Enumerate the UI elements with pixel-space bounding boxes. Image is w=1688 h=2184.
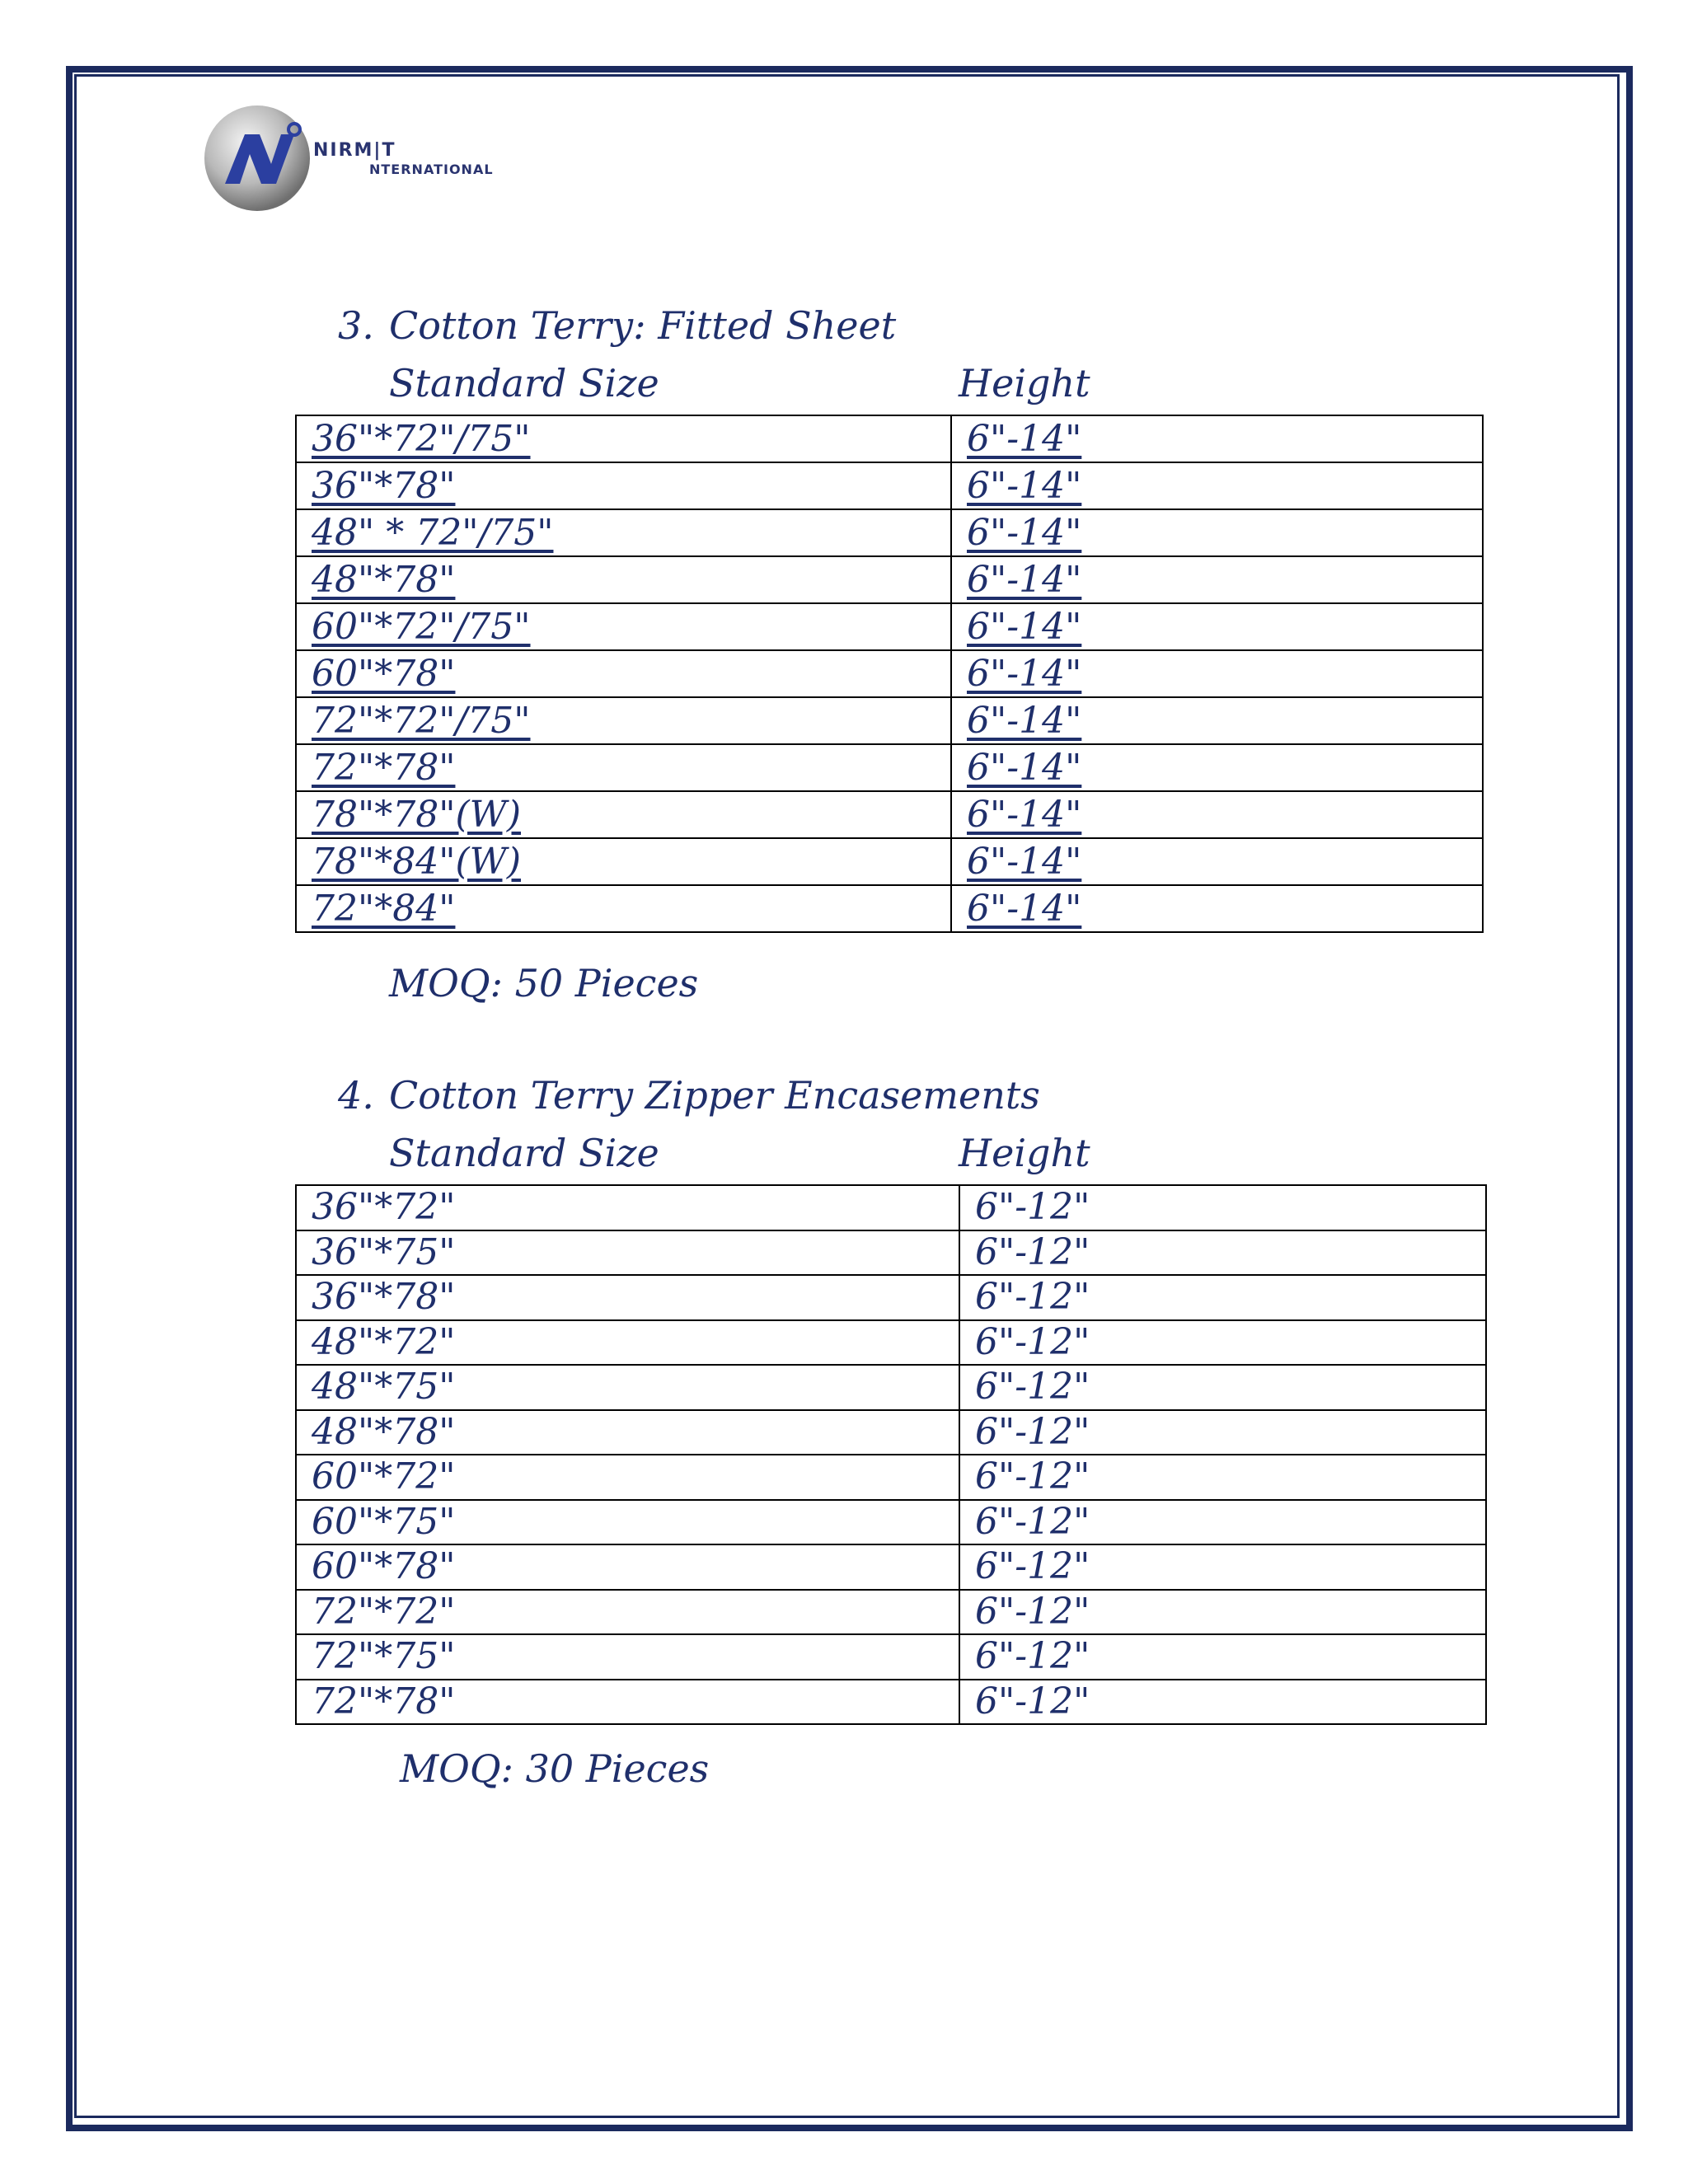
height-cell: 6"-14" <box>951 838 1483 885</box>
height-cell: 6"-14" <box>951 791 1483 838</box>
logo-subtitle: NTERNATIONAL <box>369 162 494 177</box>
table-row <box>296 462 1483 509</box>
size-cell: 36"*72"/75" <box>296 415 951 462</box>
size-cell: 72"*78" <box>296 1680 959 1725</box>
table-row <box>296 697 1483 744</box>
height-cell: 6"-12" <box>959 1500 1486 1545</box>
size-cell: 48"*72" <box>296 1320 959 1366</box>
logo-wordmark <box>313 142 494 176</box>
table-row <box>296 1500 1486 1545</box>
section-4-moq: MOQ: 30 Pieces <box>400 1746 710 1791</box>
size-cell: 60"*78" <box>296 650 951 697</box>
size-cell: 36"*75" <box>296 1230 959 1276</box>
height-cell: 6"-12" <box>959 1634 1486 1680</box>
section-3-col-height-label: Height <box>959 361 1090 405</box>
logo-name: NIRM|T <box>313 140 396 161</box>
section-3-number: 3. <box>338 303 374 348</box>
section-4-col-height-label: Height <box>959 1131 1090 1175</box>
size-cell: 48" * 72"/75" <box>296 509 951 556</box>
size-cell: 60"*72"/75" <box>296 603 951 650</box>
height-cell: 6"-14" <box>951 744 1483 791</box>
section-4-number: 4. <box>338 1073 374 1118</box>
size-cell: 36"*78" <box>296 462 951 509</box>
table-row <box>296 1455 1486 1500</box>
size-cell: 48"*78" <box>296 556 951 603</box>
table-row <box>296 744 1483 791</box>
table-row <box>296 1680 1486 1725</box>
height-cell: 6"-14" <box>951 650 1483 697</box>
section-3-heading <box>338 303 897 348</box>
height-cell: 6"-12" <box>959 1544 1486 1590</box>
table-row <box>296 1230 1486 1276</box>
zipper-encasement-table <box>295 1184 1487 1725</box>
height-cell: 6"-14" <box>951 415 1483 462</box>
size-cell: 72"*75" <box>296 1634 959 1680</box>
height-cell: 6"-12" <box>959 1320 1486 1366</box>
height-cell: 6"-12" <box>959 1275 1486 1320</box>
table-row <box>296 509 1483 556</box>
height-cell: 6"-12" <box>959 1455 1486 1500</box>
height-cell: 6"-14" <box>951 697 1483 744</box>
height-cell: 6"-14" <box>951 603 1483 650</box>
table-row <box>296 1590 1486 1635</box>
table-row <box>296 1365 1486 1410</box>
table-row <box>296 603 1483 650</box>
size-cell: 72"*84" <box>296 885 951 932</box>
table-row <box>296 1634 1486 1680</box>
section-3-col-size-label: Standard Size <box>389 361 659 405</box>
table-row <box>296 1275 1486 1320</box>
section-4-col-size-label: Standard Size <box>389 1131 659 1175</box>
size-cell: 72"*72"/75" <box>296 697 951 744</box>
height-cell: 6"-14" <box>951 509 1483 556</box>
table-row <box>296 1320 1486 1366</box>
height-cell: 6"-12" <box>959 1590 1486 1635</box>
table-row <box>296 650 1483 697</box>
height-cell: 6"-14" <box>951 462 1483 509</box>
height-cell: 6"-12" <box>959 1410 1486 1455</box>
section-3-moq: MOQ: 50 Pieces <box>389 961 699 1005</box>
section-3-title: Cotton Terry: Fitted Sheet <box>389 303 897 348</box>
section-4-title: Cotton Terry Zipper Encasements <box>389 1073 1040 1118</box>
table-row <box>296 791 1483 838</box>
size-cell: 36"*72" <box>296 1185 959 1230</box>
size-cell: 48"*78" <box>296 1410 959 1455</box>
size-cell: 78"*84"(W) <box>296 838 951 885</box>
table-row <box>296 415 1483 462</box>
size-cell: 60"*75" <box>296 1500 959 1545</box>
size-cell: 60"*78" <box>296 1544 959 1590</box>
size-cell: 60"*72" <box>296 1455 959 1500</box>
size-cell: 72"*72" <box>296 1590 959 1635</box>
height-cell: 6"-14" <box>951 885 1483 932</box>
table-row <box>296 1410 1486 1455</box>
size-cell: 72"*78" <box>296 744 951 791</box>
table-row <box>296 556 1483 603</box>
table-row <box>296 1185 1486 1230</box>
section-4-heading <box>338 1073 1040 1118</box>
size-cell: 48"*75" <box>296 1365 959 1410</box>
size-cell: 78"*78"(W) <box>296 791 951 838</box>
table-row <box>296 1544 1486 1590</box>
table-row <box>296 838 1483 885</box>
height-cell: 6"-12" <box>959 1185 1486 1230</box>
fitted-sheet-table <box>295 415 1484 933</box>
height-cell: 6"-12" <box>959 1680 1486 1725</box>
table-row <box>296 885 1483 932</box>
height-cell: 6"-12" <box>959 1365 1486 1410</box>
size-cell: 36"*78" <box>296 1275 959 1320</box>
height-cell: 6"-14" <box>951 556 1483 603</box>
height-cell: 6"-12" <box>959 1230 1486 1276</box>
